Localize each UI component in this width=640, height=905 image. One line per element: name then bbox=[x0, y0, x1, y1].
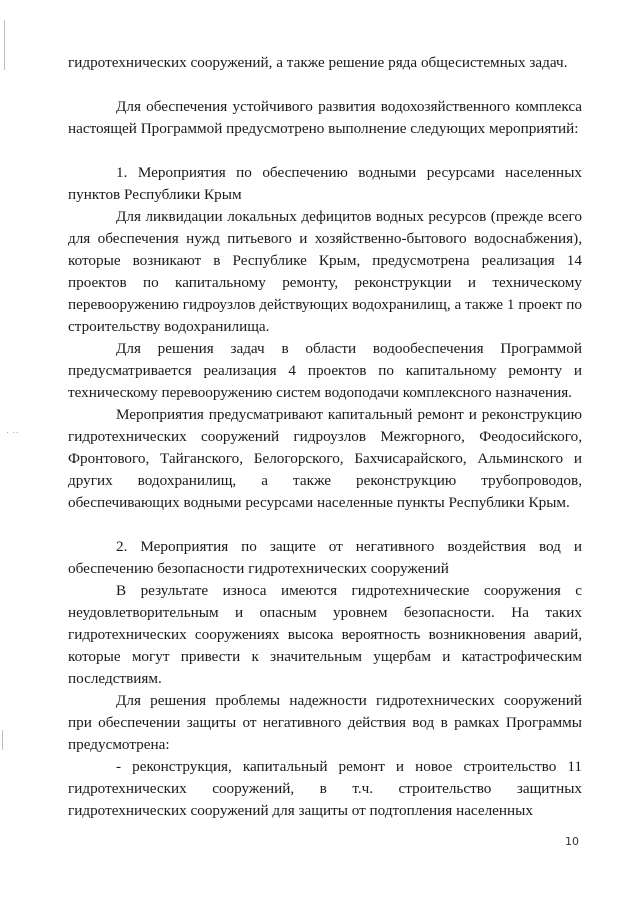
scan-artifact: · ·· bbox=[6, 428, 19, 439]
page-number: 10 bbox=[565, 835, 579, 848]
section-heading-1: 1. Мероприятия по обеспечению водными ресурсами населенных пунктов Республики Крым bbox=[68, 164, 582, 203]
paragraph: В результате износа имеются гидротехнические сооружения с неудовлетворительным и опасным уровнем безопасности. На таких гидротехнических сооружениях высока вероятность возникновения аварий, которые могут привести к значительным ущербам и катастрофическим последствиям. bbox=[68, 582, 582, 687]
paragraph: Для решения проблемы надежности гидротехнических сооружений при обеспечении защиты от негативного действия вод в рамках Программы предусмотрена: bbox=[68, 692, 582, 753]
document-body bbox=[68, 52, 582, 822]
paragraph-continuation: гидротехнических сооружений, а также решение ряда общесистемных задач. bbox=[68, 54, 568, 71]
paragraph: Мероприятия предусматривают капитальный ремонт и реконструкцию гидротехнических сооружений гидроузлов Межгорного, Феодосийского, Фронтового, Тайганского, Белогорского, Бахчисарайского, Альминского и других водохранилищ, а также реконструкцию трубопроводов, обеспечивающих водными ресурсами населенные пункты Республики Крым. bbox=[68, 406, 582, 511]
paragraph-intro: Для обеспечения устойчивого развития водохозяйственного комплекса настоящей Программой предусмотрено выполнение следующих мероприятий: bbox=[68, 98, 582, 137]
list-item: - реконструкция, капитальный ремонт и новое строительство 11 гидротехнических сооружений, в т.ч. строительство защитных гидротехнических сооружений для защиты от подтопления населенных bbox=[68, 758, 582, 819]
section-heading-2: 2. Мероприятия по защите от негативного воздействия вод и обеспечению безопасности гидротехнических сооружений bbox=[68, 538, 582, 577]
paragraph: Для ликвидации локальных дефицитов водных ресурсов (прежде всего для обеспечения нужд питьевого и хозяйственно-бытового водоснабжения), которые возникают в Республике Крым, предусмотрена реализация 14 проектов по капитальному ремонту, реконструкции и техническому перевооружению гидроузлов действующих водохранилищ, а также 1 проект по строительству водохранилища. bbox=[68, 208, 582, 335]
scan-edge-mark bbox=[2, 730, 3, 750]
paragraph: Для решения задач в области водообеспечения Программой предусматривается реализация 4 проектов по капитальному ремонту и техническому перевооружению систем водоподачи комплексного назначения. bbox=[68, 340, 582, 401]
scan-edge-mark bbox=[4, 20, 5, 70]
